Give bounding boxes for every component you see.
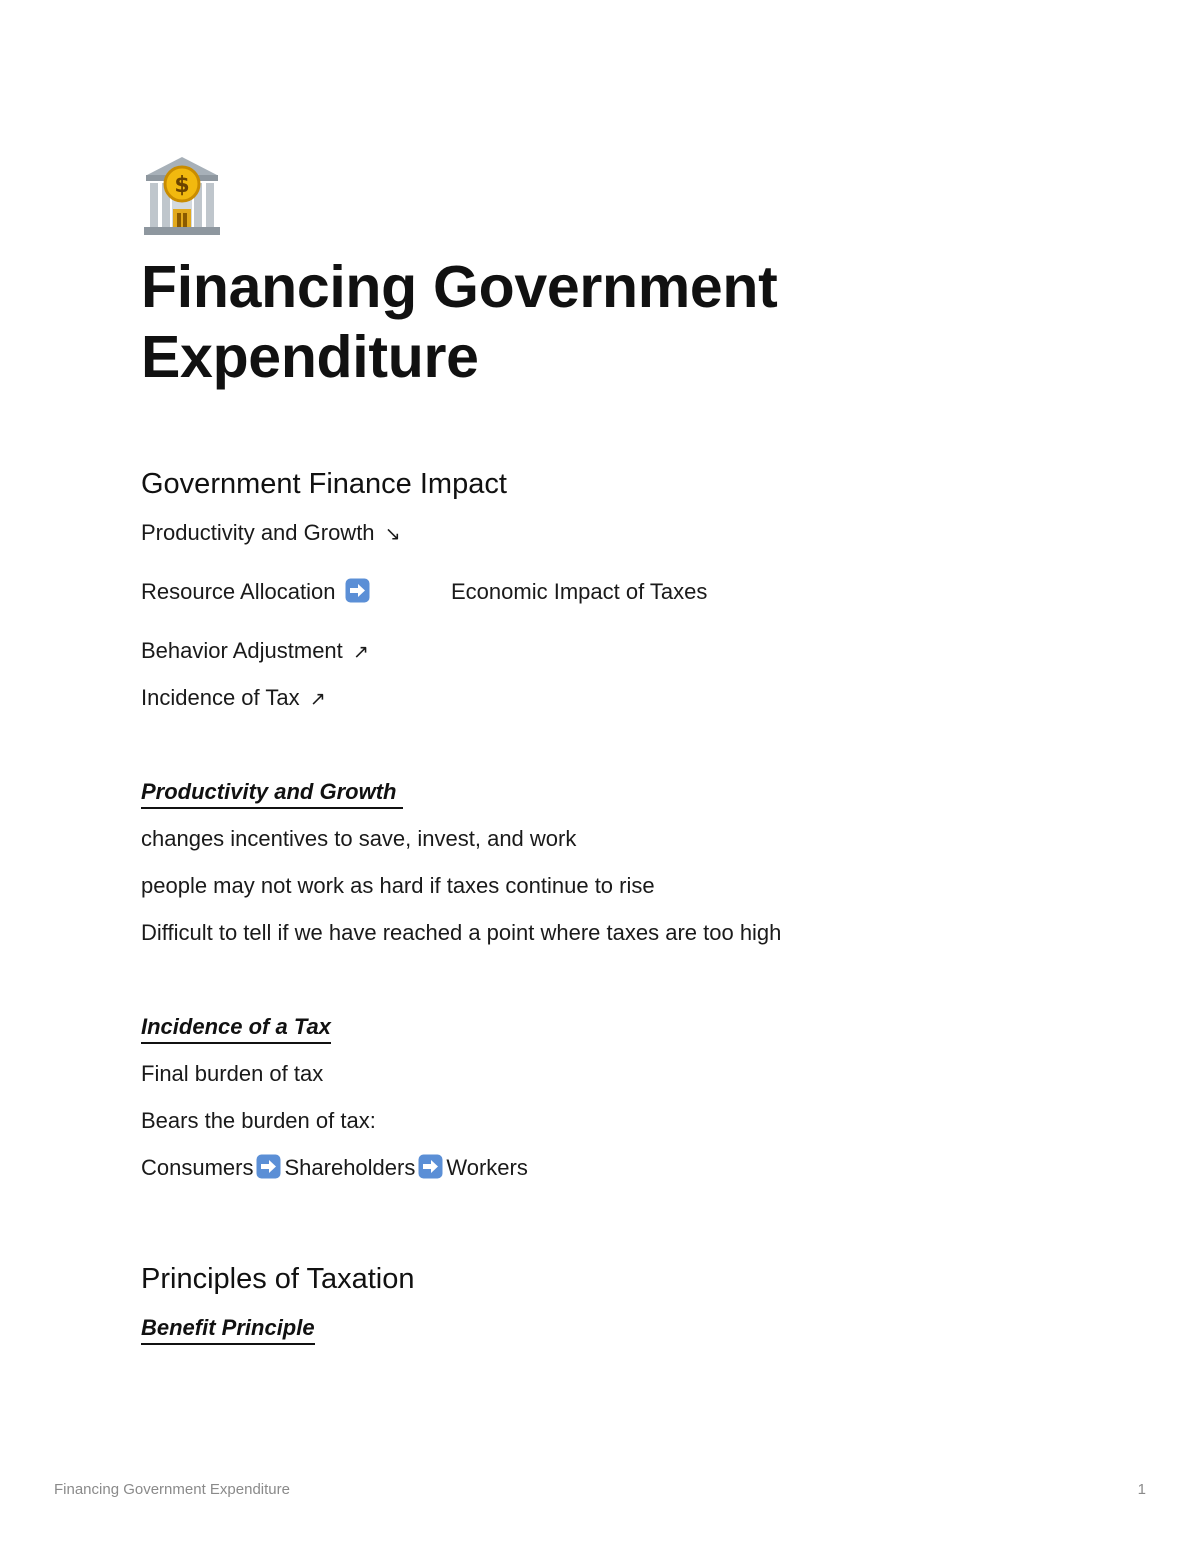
footer-title: Financing Government Expenditure xyxy=(54,1481,290,1498)
section-heading-principles-of-taxation: Principles of Taxation xyxy=(141,1263,415,1295)
item-label: Productivity and Growth xyxy=(141,520,375,545)
right-arrow-icon xyxy=(345,578,370,603)
arrow-down-right-icon: ↘ xyxy=(384,524,401,545)
subheading-benefit-principle: Benefit Principle xyxy=(141,1313,315,1345)
link-behavior-adjustment[interactable] xyxy=(141,636,369,668)
page-title: Financing Government Expenditure xyxy=(141,254,778,390)
chain-item-workers: Workers xyxy=(446,1155,528,1180)
link-economic-impact-of-taxes[interactable]: Economic Impact of Taxes xyxy=(451,579,708,604)
svg-text:$: $ xyxy=(174,173,190,198)
text-line: Difficult to tell if we have reached a point where taxes are too high xyxy=(141,920,782,945)
link-productivity-and-growth[interactable] xyxy=(141,518,401,550)
chain-item-shareholders: Shareholders xyxy=(284,1155,416,1180)
footer-page-number: 1 xyxy=(1137,1481,1146,1498)
item-label: Incidence of Tax xyxy=(141,685,300,710)
text-line: people may not work as hard if taxes continue to rise xyxy=(141,873,655,898)
bank-icon xyxy=(141,153,223,237)
text-line: Bears the burden of tax: xyxy=(141,1108,376,1133)
section-heading-government-finance-impact: Government Finance Impact xyxy=(141,468,507,500)
right-arrow-icon xyxy=(256,1154,281,1179)
item-label: Behavior Adjustment xyxy=(141,638,343,663)
right-arrow-icon xyxy=(418,1154,443,1179)
burden-chain xyxy=(141,1153,528,1183)
text-line: Final burden of tax xyxy=(141,1061,324,1086)
subheading-incidence-of-a-tax: Incidence of a Tax xyxy=(141,1012,331,1044)
arrow-up-right-icon: ↗ xyxy=(352,642,369,663)
link-incidence-of-tax[interactable] xyxy=(141,683,326,715)
link-resource-allocation[interactable] xyxy=(141,577,373,607)
subheading-productivity-and-growth: Productivity and Growth xyxy=(141,777,403,809)
text-line: changes incentives to save, invest, and work xyxy=(141,826,577,851)
item-label: Resource Allocation xyxy=(141,579,336,604)
arrow-up-right-icon: ↗ xyxy=(309,689,326,710)
chain-item-consumers: Consumers xyxy=(141,1155,254,1180)
